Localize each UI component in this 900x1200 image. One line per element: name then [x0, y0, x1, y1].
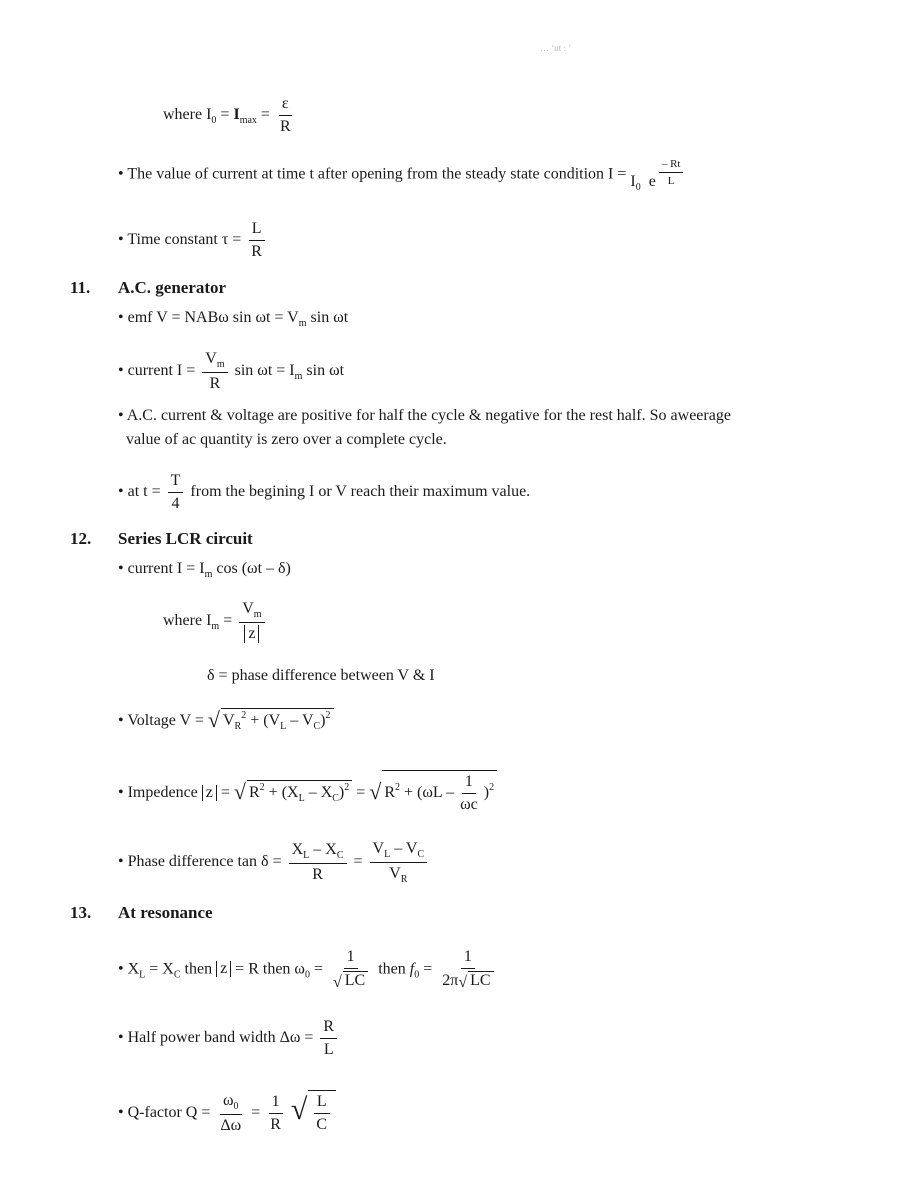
q-factor-formula: • Q-factor Q = $\frac{\omega_0}{\Delta\omega}$ = $\frac{1}{R}$ √ $\frac{L}{C}$ [118, 1090, 336, 1134]
voltage-formula: • Voltage V = √ $V_R^2 + (V_L - V_C)^2$ [118, 708, 334, 732]
emf-formula: • emf V = NABω $\sin \omega t = V_m$ sin ωt [118, 309, 349, 329]
at-t-formula: • at t = $\frac{T}{4}$ from the begining I or V reach their maximum value. [118, 472, 531, 512]
delta-definition: δ = phase difference between V & I [207, 667, 435, 684]
where-imax-formula: where $I_0 = I_{max}$ = $\frac{\varepsilon}{R}$ [163, 95, 291, 135]
impedance-formula: • Impedence z = √ $R^2 + (X_L - X_C)^2$ = √ $R^2 + (\omega L$ – $\frac{1}{\omega c}$ )$^2$ [118, 770, 497, 813]
ac-current-formula: • current I = $\frac{V_m}{R}$ $\sin \omega t = I_m$ sin ωt [118, 350, 345, 392]
section-13-heading: 13. At resonance [70, 903, 213, 922]
lcr-current-formula: • current $I = I_m$ cos (ωt – δ) [118, 560, 291, 580]
resonance-formula: • $X_L = X_C$ then z = R then $\omega_0$ = $\frac{1}{√ LC}$ then $f_0$ = $\frac{1}{2\pi√ LC}$ [118, 948, 500, 991]
half-power-bandwidth-formula: • Half power band width Δω = $\frac{R}{L}$ [118, 1018, 340, 1058]
section-12-heading: 12. Series LCR circuit [70, 529, 253, 548]
section-11-heading: 11. A.C. generator [70, 278, 227, 297]
ac-note-line-1: • A.C. current & voltage are positive for half the cycle & negative for the rest half. So aweerage [118, 407, 731, 424]
phase-difference-formula: • Phase difference tan δ = $\frac{X_L - X_C}{R}$ = $\frac{V_L - V_C}{V_R}$ [118, 840, 430, 885]
time-constant-formula: • Time constant τ = $\frac{L}{R}$ [118, 220, 268, 260]
faint-header-text: … ‘ut : ’ [540, 43, 572, 53]
im-formula: where $I_m$ = $\frac{V_m}{z}$ [163, 600, 268, 643]
current-decay-formula: • The value of current at time t after opening from the steady state condition $I = I_0$ e $\frac{- Rt}{L}$ [118, 160, 686, 189]
ac-note-line-2: value of ac quantity is zero over a complete cycle. [126, 431, 447, 448]
